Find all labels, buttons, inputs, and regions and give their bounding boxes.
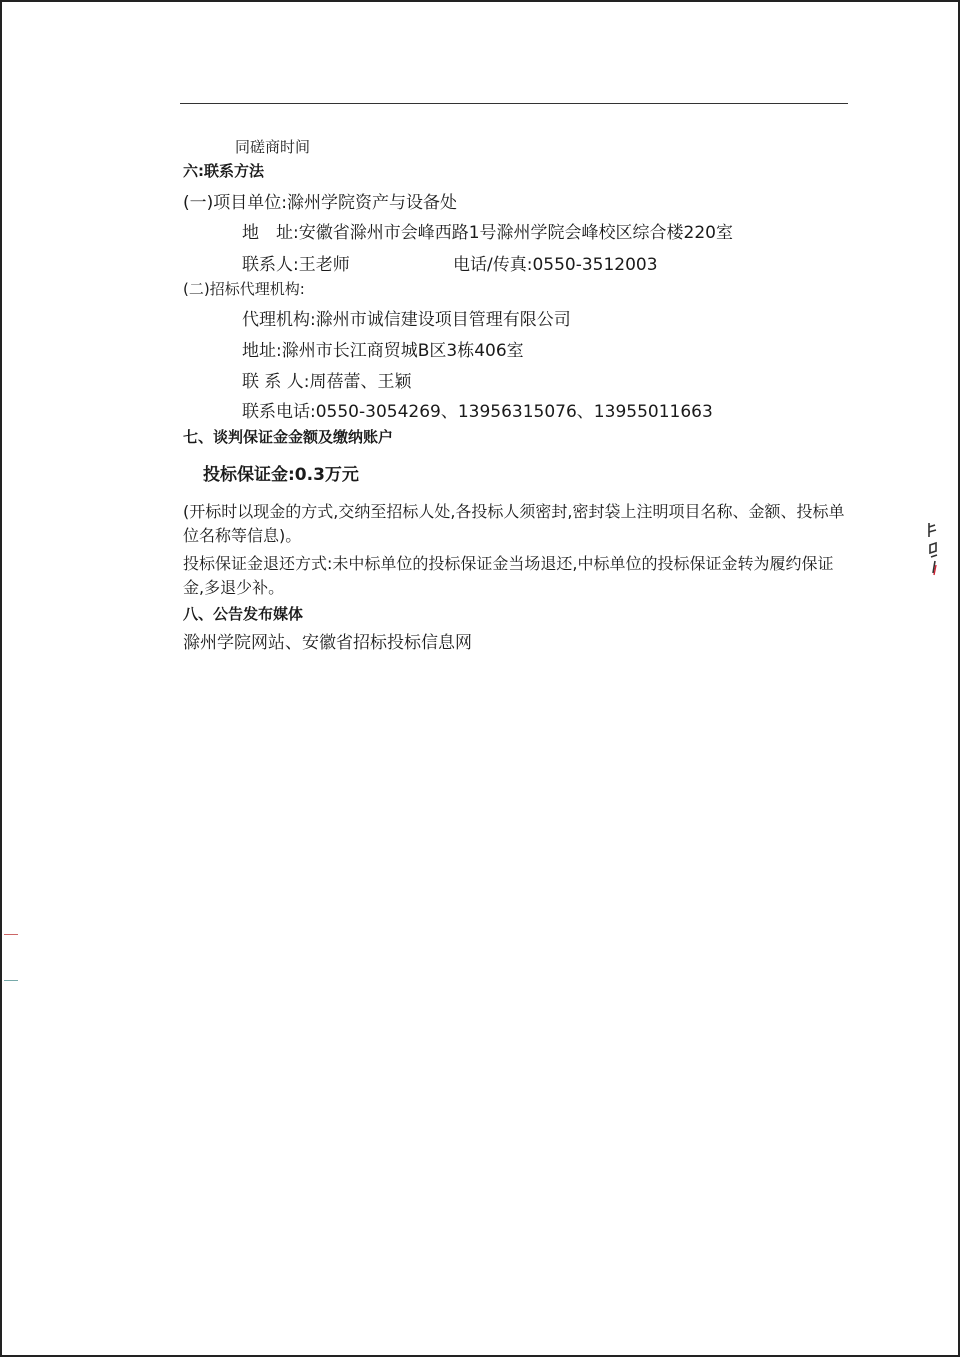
margin-pen-mark	[926, 517, 940, 577]
agency-address-line: 地址:滁州市长江商贸城B区3栋406室	[242, 341, 524, 361]
project-phone-line: 电话/传真:0550-3512003	[453, 255, 658, 275]
negotiation-time-line: 同磋商时间	[235, 138, 311, 156]
project-unit-line: (一)项目单位:滁州学院资产与设备处	[183, 193, 457, 213]
section-7-heading: 七、谈判保证金金额及缴纳账户	[183, 428, 394, 446]
project-contact-line: 联系人:王老师	[242, 255, 350, 275]
scan-edge-mark	[4, 980, 18, 981]
agency-name-line: 代理机构:滁州市诚信建设项目管理有限公司	[242, 310, 571, 330]
deposit-payment-note: (开标时以现金的方式,交纳至招标人处,各投标人须密封,密封袋上注明项目名称、金额、投标单位名称等信息)。	[183, 502, 845, 545]
section-6-heading: 六:联系方法	[183, 162, 264, 180]
publication-media-line: 滁州学院网站、安徽省招标投标信息网	[183, 633, 472, 653]
bid-deposit-line: 投标保证金:0.3万元	[203, 465, 359, 485]
section-8-heading: 八、公告发布媒体	[183, 605, 304, 623]
header-rule	[180, 103, 848, 104]
agency-heading: (二)招标代理机构:	[183, 280, 305, 298]
project-address-line: 地 址:安徽省滁州市会峰西路1号滁州学院会峰校区综合楼220室	[242, 223, 733, 243]
scan-edge-mark	[4, 934, 18, 935]
deposit-refund-note: 投标保证金退还方式:未中标单位的投标保证金当场退还,中标单位的投标保证金转为履约保证金,多退少补。	[183, 554, 834, 597]
agency-contact-line: 联 系 人:周蓓蕾、王颖	[242, 372, 412, 392]
agency-phone-line: 联系电话:0550-3054269、13956315076、13955011663	[242, 402, 713, 422]
